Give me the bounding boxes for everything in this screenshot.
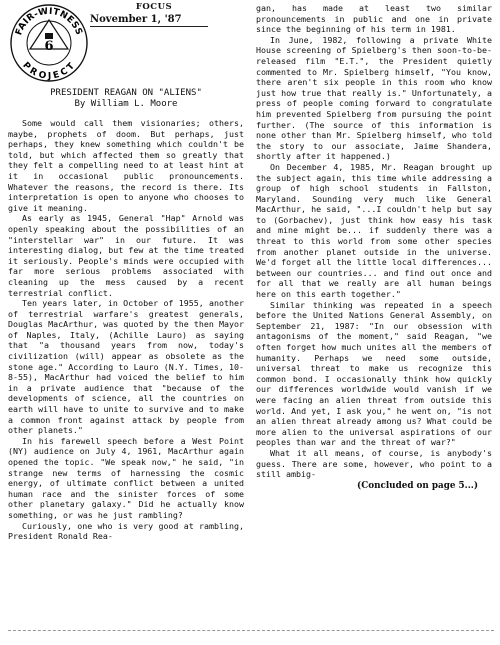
paragraph: In his farewell speech before a West Point (NY) audience on July 4, 1961, MacArthur again opened the topic. "We speak now," he said, "in strange new terms of harnessing the cosmic energy, of ultimate conflict between a united human race and the sinister forces of some other planetary galaxy." Did he actually know something, or was he just rambling? xyxy=(8,435,244,520)
svg-text:6: 6 xyxy=(44,39,54,54)
paragraph: Some would call them visionaries; others, maybe, prophets of doom. But perhaps, just perhaps, they knew something which couldn't be told, but which affected them so greatly that they felt a compelling need to at least hint at it in occasional public pronouncements. Whatever the reasons, the record is there. Its interpretation is open to anyone who chooses to give it meaning. xyxy=(8,118,244,213)
fair-witness-project-logo xyxy=(8,2,90,84)
paragraph: In June, 1982, following a private White House screening of Spielberg's then soon-to-be-released film "E.T.", the President quietly commented to Mr. Spielberg himself, "You know, there aren't six people in this room who know just how true that really is." Unfortunately, a press of people coming forward to congratulate him prevented Spielberg from pursuing the point further. (The source of this information is none other than Mr. Spielberg himself, who told the story to our associate, Jaime Shandera, shortly after it happened.) xyxy=(256,34,492,162)
issue-date: November 1, '87 xyxy=(90,14,182,25)
publication-name: FOCUS xyxy=(135,2,173,12)
paragraph: gan, has made at least two similar pronouncements in public and one in private since the beginning of his term in 1981. xyxy=(256,3,492,35)
paragraph: Ten years later, in October of 1955, another of terrestrial warfare's greatest generals, Douglas MacArthur, was quoted by the then Mayor of Naples, Italy, (Achille Lauro) as saying that "a thousand years from now, today's civilization (will) appear as obsolete as the stone age." According to Lauro (N.Y. Times, 10-8-55), MacArthur had voiced the belief to him in a private audience that "because of the developments of science, all the countries on earth will have to unite to survive and to make a common front against attack by people from other planets." xyxy=(8,298,244,436)
svg-text:FAIR-WITNESS: FAIR-WITNESS xyxy=(14,6,84,37)
paragraph: On December 4, 1985, Mr. Reagan brought up the subject again, this time while addressing a group of high school students in Fallston, Maryland. Sounding very much like General MacArthur, he said, "...I couldn't help but say to (Gorbachev), just think how easy his task and mine might be... if suddenly there was a threat to this world from some other species from another planet outside in the universe. We'd forget all the little local differences... between our countries... and find out once and for all that we really are all human beings here on this earth together." xyxy=(256,161,492,300)
paragraph: What it all means, of course, is anybody's guess. There are some, however, who point to a still ambig- xyxy=(256,447,492,480)
paragraph: Curiously, one who is very good at rambling, President Ronald Rea- xyxy=(8,520,244,542)
left-column xyxy=(8,88,244,542)
article-title: PRESIDENT REAGAN ON "ALIENS" xyxy=(50,88,202,98)
page-bottom-edge xyxy=(8,630,494,631)
continued-note: (Concluded on page 5...) xyxy=(357,480,478,491)
right-column xyxy=(256,3,492,491)
article-byline: By William L. Moore xyxy=(74,99,178,109)
paragraph: As early as 1945, General "Hap" Arnold was openly speaking about the possibilities of an "interstellar war" in our future. It was interesting dialog, but few at the time treated it seriously. People's minds were occupied with far more serious problems associated with cleaning up the mess caused by a recent terrestrial conflict. xyxy=(8,213,244,298)
paragraph: Similar thinking was repeated in a speech before the United Nations General Assembly, on September 21, 1987: "In our obsession with antagonisms of the moment," said Reagan, "we often forget how much unites all the members of humanity. Perhaps we need some outside, universal threat to make us recognize this common bond. I occasionally think how quickly our differences worldwide would vanish if we were facing an alien threat from outside this world. And yet, I ask you," he went on, "is not an alien threat already among us? What could be more alien to the universal aspirations of our peoples than war and the threat of war?" xyxy=(256,299,492,448)
masthead-rule xyxy=(90,26,208,27)
svg-text:PROJECT: PROJECT xyxy=(20,60,78,82)
masthead xyxy=(84,2,224,27)
